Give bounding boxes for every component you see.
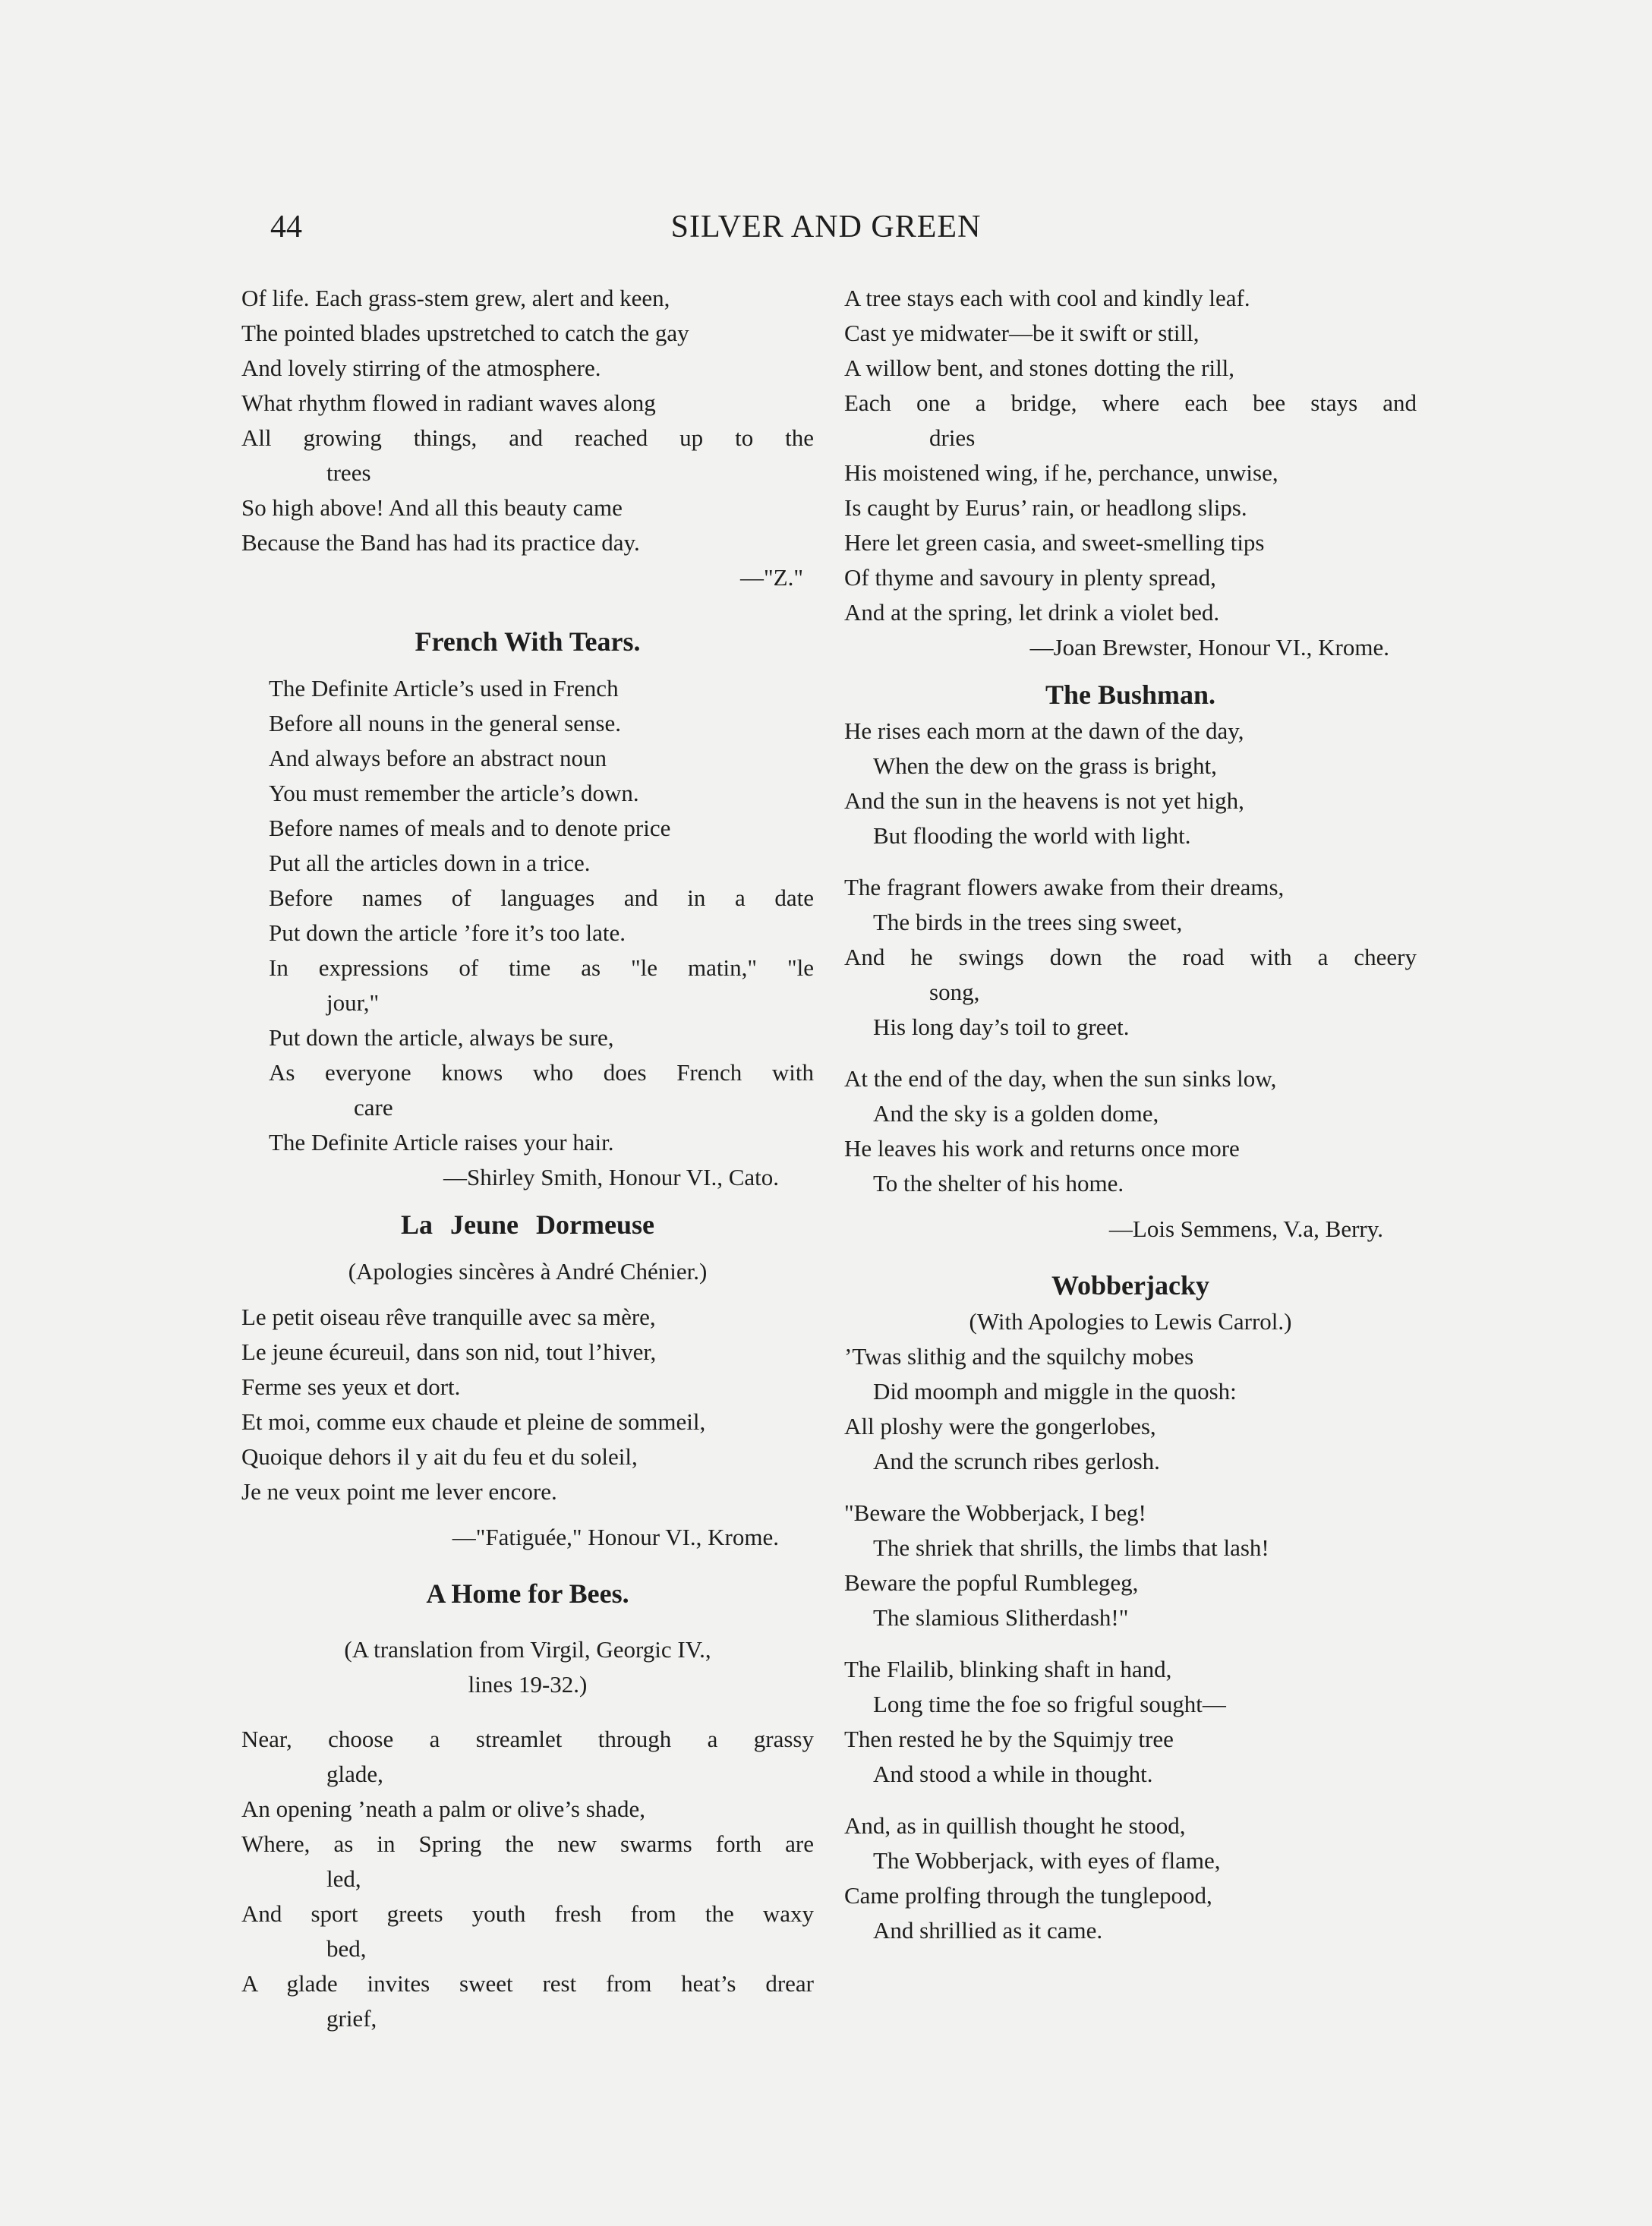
poem-subtitle: lines 19-32.)	[468, 1671, 588, 1698]
poem-line: But flooding the world with light.	[873, 822, 1191, 849]
poem-line: And always before an abstract noun	[269, 745, 607, 771]
poem-line: What rhythm flowed in radiant waves along	[241, 389, 656, 416]
poem-line: You must remember the article’s down.	[269, 780, 639, 806]
poem-line-continuation: glade,	[326, 1761, 383, 1787]
page-number: 44	[270, 210, 302, 244]
poem-attribution: —Lois Semmens, V.a, Berry.	[1108, 1215, 1383, 1242]
poem-line: His long day’s toil to greet.	[873, 1014, 1130, 1040]
la-jeune-dormeuse-poem	[241, 1300, 814, 1509]
bushman-poem	[844, 714, 1417, 1201]
poem-line: His moistened wing, if he, perchance, unwise,	[844, 459, 1278, 486]
poem-line: A willow bent, and stones dotting the rill,	[844, 355, 1235, 381]
poem-line: The Wobberjack, with eyes of flame,	[873, 1847, 1221, 1874]
poem-line: Long time the foe so frigful sought—	[873, 1691, 1226, 1717]
french-with-tears-poem	[241, 671, 814, 1160]
poem-line: As everyone knows who does French with	[269, 1059, 814, 1086]
wobberjacky-poem	[844, 1339, 1417, 1948]
poem-line: Came prolfing through the tunglepood,	[844, 1882, 1212, 1909]
home-for-bees-poem	[241, 1722, 814, 2036]
poem-line-continuation: grief,	[326, 2005, 377, 2032]
poem-line: The Definite Article raises your hair.	[269, 1129, 614, 1156]
poem-line: He rises each morn at the dawn of the day,	[844, 717, 1244, 744]
poem-line: And sport greets youth fresh from the waxy	[241, 1900, 814, 1927]
poem-title: The Bushman.	[1045, 679, 1216, 710]
poem-line: And stood a while in thought.	[873, 1761, 1153, 1787]
poem-line: Before names of languages and in a date	[269, 884, 814, 911]
poem-line: The slamious Slitherdash!"	[873, 1604, 1129, 1631]
poem-line: Before all nouns in the general sense.	[269, 710, 621, 736]
poem-line-continuation: led,	[326, 1865, 361, 1892]
poem-line: At the end of the day, when the sun sinks low,	[844, 1065, 1277, 1092]
poem-title: French With Tears.	[415, 626, 641, 657]
poem-line: A glade invites sweet rest from heat’s drear	[241, 1970, 814, 1997]
poem-line: Et moi, comme eux chaude et pleine de sommeil,	[241, 1408, 706, 1435]
poem-line: And the sun in the heavens is not yet high,	[844, 787, 1244, 814]
poem-subtitle: (A translation from Virgil, Georgic IV.,	[344, 1636, 711, 1663]
poem-line: And shrillied as it came.	[873, 1917, 1103, 1944]
page-header	[0, 209, 1652, 254]
poem-line: The Flailib, blinking shaft in hand,	[844, 1656, 1172, 1682]
poem-line: Of thyme and savoury in plenty spread,	[844, 564, 1216, 591]
poem-line: ’Twas slithig and the squilchy mobes	[844, 1343, 1194, 1370]
poem-line: "Beware the Wobberjack, I beg!	[844, 1499, 1146, 1526]
poem-line: Ferme ses yeux et dort.	[241, 1373, 461, 1400]
poem-line: Quoique dehors il y ait du feu et du soleil,	[241, 1443, 638, 1470]
poem-line: Did moomph and miggle in the quosh:	[873, 1378, 1237, 1405]
poem-line: An opening ’neath a palm or olive’s shade,	[241, 1796, 646, 1822]
poem-subtitle: (With Apologies to Lewis Carrol.)	[969, 1308, 1292, 1335]
poem-line: And, as in quillish thought he stood,	[844, 1812, 1186, 1839]
left-column	[241, 281, 814, 2036]
poem-line: To the shelter of his home.	[873, 1170, 1124, 1197]
poem-line: The fragrant flowers awake from their dreams,	[844, 874, 1285, 900]
poem-line: The pointed blades upstretched to catch the gay	[241, 320, 689, 346]
poem-line: Near, choose a streamlet through a grassy	[241, 1726, 814, 1752]
poem-line: So high above! And all this beauty came	[241, 494, 623, 521]
poem-title: La Jeune Dormeuse	[401, 1209, 654, 1240]
poem-line-continuation: trees	[326, 459, 371, 486]
poem-line: Beware the popful Rumblegeg,	[844, 1569, 1139, 1596]
poem-line: The birds in the trees sing sweet,	[873, 909, 1183, 935]
poem-line-continuation: bed,	[326, 1935, 367, 1962]
poem-line: The Definite Article’s used in French	[269, 675, 619, 702]
poem-line: When the dew on the grass is bright,	[873, 752, 1217, 779]
poem-line: Le jeune écureuil, dans son nid, tout l’hiver,	[241, 1338, 657, 1365]
poem-line: Put down the article ’fore it’s too late.	[269, 919, 626, 946]
poem-line: A tree stays each with cool and kindly leaf.	[844, 285, 1250, 311]
poem-line: Put all the articles down in a trice.	[269, 850, 591, 876]
poem-line: All growing things, and reached up to the	[241, 424, 814, 451]
poem-line: Le petit oiseau rêve tranquille avec sa mère,	[241, 1304, 656, 1330]
poem-line: Each one a bridge, where each bee stays and	[844, 389, 1417, 416]
intro-poem-ending	[241, 281, 814, 595]
poem-line: And lovely stirring of the atmosphere.	[241, 355, 601, 381]
poem-line: And at the spring, let drink a violet bed.	[844, 599, 1220, 626]
poem-line: The shriek that shrills, the limbs that lash!	[873, 1534, 1269, 1561]
home-for-bees-continued	[844, 281, 1417, 665]
poem-line: Put down the article, always be sure,	[269, 1024, 614, 1051]
poem-attribution: —Joan Brewster, Honour VI., Krome.	[1029, 634, 1389, 661]
running-title: SILVER AND GREEN	[670, 210, 982, 244]
poem-attribution: —Shirley Smith, Honour VI., Cato.	[443, 1164, 779, 1190]
poem-attribution: —"Fatiguée," Honour VI., Krome.	[452, 1524, 779, 1550]
poem-line: And he swings down the road with a cheery	[844, 944, 1417, 970]
poem-line: Of life. Each grass-stem grew, alert and keen,	[241, 285, 670, 311]
poem-line-continuation: song,	[929, 979, 980, 1005]
poem-line: Where, as in Spring the new swarms forth are	[241, 1830, 814, 1857]
poem-line: Because the Band has had its practice day.	[241, 529, 640, 556]
poem-line: In expressions of time as "le matin," "le	[269, 954, 814, 981]
poem-line-continuation: care	[354, 1094, 393, 1121]
poem-line: And the sky is a golden dome,	[873, 1100, 1159, 1127]
poem-line: All ploshy were the gongerlobes,	[844, 1413, 1156, 1439]
poem-title: A Home for Bees.	[426, 1578, 629, 1609]
poem-line: Is caught by Eurus’ rain, or headlong slips.	[844, 494, 1247, 521]
poem-line: He leaves his work and returns once more	[844, 1135, 1240, 1162]
poem-line: And the scrunch ribes gerlosh.	[873, 1448, 1160, 1474]
poem-line: Then rested he by the Squimjy tree	[844, 1726, 1174, 1752]
poem-attribution: —"Z."	[740, 564, 803, 591]
poem-line: Je ne veux point me lever encore.	[241, 1478, 557, 1505]
poem-subtitle: (Apologies sincères à André Chénier.)	[348, 1258, 708, 1285]
right-column	[844, 281, 1417, 1948]
poem-line: Here let green casia, and sweet-smelling tips	[844, 529, 1265, 556]
poem-line: Cast ye midwater—be it swift or still,	[844, 320, 1200, 346]
poem-line: Before names of meals and to denote price	[269, 815, 671, 841]
poem-line-continuation: jour,"	[326, 989, 380, 1016]
poem-line-continuation: dries	[929, 424, 976, 451]
poem-title: Wobberjacky	[1051, 1270, 1209, 1301]
